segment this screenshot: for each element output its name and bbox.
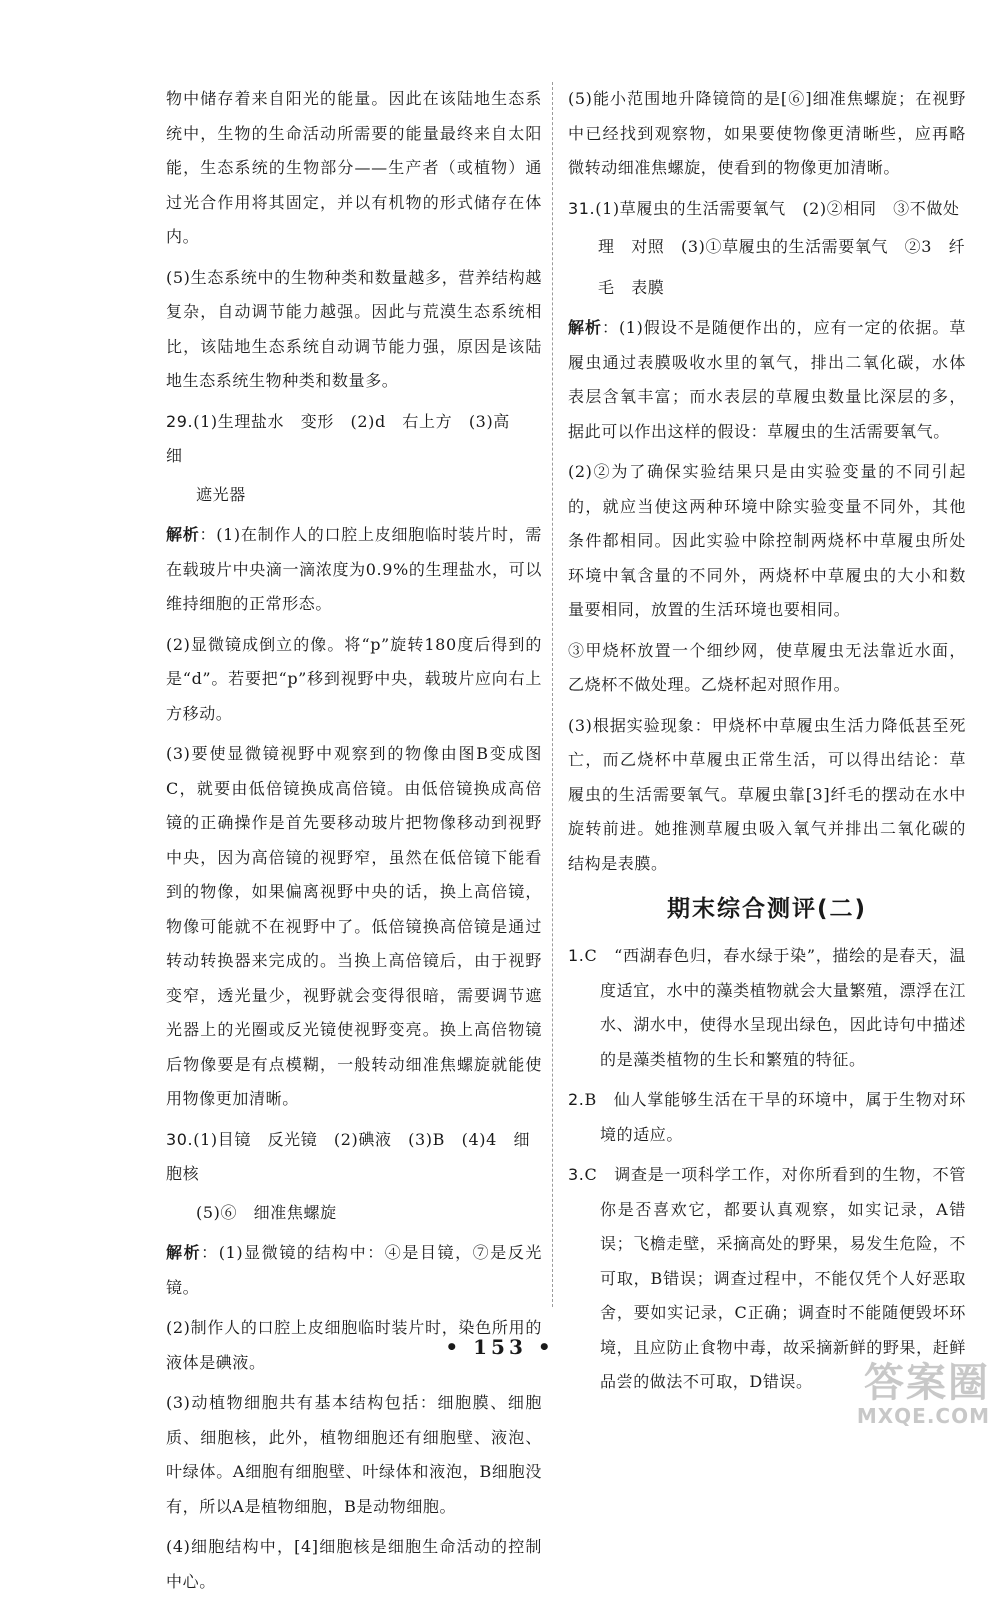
paragraph-q5: (5)生态系统中的生物种类和数量越多，营养结构越复杂，自动调节能力越强。因此与荒漠生态系统相比，该陆地生态系统自动调节能力强，原因是该陆地生态系统生物种类和数量多。 bbox=[166, 267, 542, 390]
left-column bbox=[166, 82, 542, 1605]
page-number: • 153 • bbox=[445, 1335, 555, 1359]
watermark-logo bbox=[810, 1362, 990, 1434]
analysis-30-2: (2)制作人的口腔上皮细胞临时装片时，染色所用的液体是碘液。 bbox=[166, 1318, 542, 1372]
section-title: 期末综合测评(二) bbox=[666, 896, 868, 922]
item-number: 3. bbox=[568, 1165, 585, 1184]
answer-31-line-3: 毛 表膜 bbox=[598, 277, 665, 297]
analysis-29-1 bbox=[166, 518, 542, 622]
watermark-url: MXQE.COM bbox=[856, 1404, 990, 1428]
analysis-31-3: ③甲烧杯放置一个细纱网，使草履虫无法靠近水面，乙烧杯不做处理。乙烧杯起对照作用。 bbox=[568, 640, 966, 694]
item-text: C “西湖春色归，春水绿于染”，描绘的是春天，温度适宜，水中的藻类植物就会大量繁殖，漂浮在江水、湖水中，使得水呈现出绿色，因此诗句中描述的是藻类植物的生长和繁殖的特征。 bbox=[584, 946, 966, 1069]
analysis-31-2: (2)②为了确保实验结果只是由实验变量的不同引起的，就应当使这两种环境中除实验变量不同外，其他条件都相同。因此实验中除控制两烧杯中草履虫所处环境中氧含量的不同外，两烧杯中草履虫的大小和数量要相同，放置的生活环境也要相同。 bbox=[568, 462, 966, 619]
item-text: C 调查是一项科学工作，对你所看到的生物，不管你是否喜欢它，都要认真观察，如实记录，A错误；飞檐走壁，采摘高处的野果，易发生危险，不可取，B错误；调查过程中，不能仅凭个人好恶取舍，要如实记录，C正确；调查时不能随便毁坏环境，且应防止食物中毒，故采摘新鲜的野果，赶鲜品尝的做法不可取，D错误。 bbox=[584, 1165, 966, 1391]
analysis-30-3: (3)动植物细胞共有基本结构包括：细胞膜、细胞质、细胞核，此外，植物细胞还有细胞壁、液泡、叶绿体。A细胞有细胞壁、叶绿体和液泡，B细胞没有，所以A是植物细胞，B是动物细胞。 bbox=[166, 1393, 542, 1516]
analysis-30-1 bbox=[166, 1236, 542, 1305]
answer-30-line-1 bbox=[166, 1123, 542, 1192]
column-divider bbox=[552, 82, 553, 1307]
analysis-label: 解析 bbox=[166, 1243, 202, 1262]
item-1 bbox=[568, 939, 966, 1077]
analysis-label: 解析 bbox=[568, 318, 602, 337]
right-column bbox=[568, 82, 966, 1406]
paragraph-q5-right: (5)能小范围地升降镜筒的是[⑥]细准焦螺旋；在视野中已经找到观察物，如果要使物像更清晰些，应再略微转动细准焦螺旋，使看到的物像更加清晰。 bbox=[568, 89, 966, 177]
answer-29-line-1 bbox=[166, 405, 542, 474]
answer-30-line-2: (5)⑥ 细准焦螺旋 bbox=[196, 1202, 337, 1222]
answer-29-line-2: 遮光器 bbox=[196, 484, 246, 504]
analysis-29-3: (3)要使显微镜视野中观察到的物像由图B变成图C，就要由低倍镜换成高倍镜。由低倍镜换成高倍镜的正确操作是首先要移动玻片把物像移动到视野中央，因为高倍镜的视野窄，虽然在低倍镜下能看到的物像，如果偏离视野中央的话，换上高倍镜，物像可能就不在视野中了。低倍镜换高倍镜是通过转动转换器来完成的。当换上高倍镜后，由于视野变窄，透光量少，视野就会变得很暗，需要调节遮光器上的光圈或反光镜使视野变亮。换上高倍物镜后物像要是有点模糊，一般转动细准焦螺旋就能使用物像更加清晰。 bbox=[166, 744, 542, 1108]
analysis-31-4: (3)根据实验现象：甲烧杯中草履虫生活力降低甚至死亡，而乙烧杯中草履虫正常生活，可以得出结论：草履虫的生活需要氧气。草履虫靠[3]纤毛的摆动在水中旋转前进。她推测草履虫吸入氧气并排出二氧化碳的结构是表膜。 bbox=[568, 715, 966, 873]
answer-text: (1)草履虫的生活需要氧气 (2)②相同 ③不做处 bbox=[595, 198, 960, 218]
question-number: 29. bbox=[166, 411, 194, 431]
paragraph-intro: 物中储存着来自阳光的能量。因此在该陆地生态系统中，生物的生命活动所需要的能量最终来自太阳能，生态系统的生物部分——生产者（或植物）通过光合作用将其固定，并以有机物的形式储存在体内。 bbox=[166, 89, 542, 246]
analysis-30-4: (4)细胞结构中，[4]细胞核是细胞生命活动的控制中心。 bbox=[166, 1537, 542, 1591]
question-number: 31. bbox=[568, 198, 596, 218]
analysis-text: ：(1)假设不是随便作出的，应有一定的依据。草履虫通过表膜吸收水里的氧气，排出二氧化碳，水体表层含氧丰富；而水表层的草履虫数量比深层的多，据此可以作出这样的假设：草履虫的生活需要氧气。 bbox=[568, 318, 967, 441]
analysis-29-2: (2)显微镜成倒立的像。将“p”旋转180度后得到的是“d”。若要把“p”移到视野中央，载玻片应向右上方移动。 bbox=[166, 634, 542, 723]
answer-text: (1)生理盐水 变形 (2)d 右上方 (3)高 细 bbox=[166, 411, 527, 465]
answer-text: (1)目镜 反光镜 (2)碘液 (3)B (4)4 细胞核 bbox=[166, 1129, 531, 1183]
question-29 bbox=[166, 405, 542, 1117]
answer-31-line-1 bbox=[568, 192, 966, 227]
watermark-text: 答案圈 bbox=[864, 1360, 990, 1406]
analysis-label: 解析 bbox=[166, 525, 200, 544]
item-number: 1. bbox=[568, 946, 585, 965]
item-number: 2. bbox=[568, 1090, 585, 1109]
analysis-text: ：(1)显微镜的结构中：④是目镜，⑦是反光镜。 bbox=[166, 1243, 542, 1297]
item-text: B 仙人掌能够生活在干旱的环境中，属于生物对环境的适应。 bbox=[584, 1090, 966, 1144]
analysis-31-1 bbox=[568, 311, 966, 449]
question-30 bbox=[166, 1123, 542, 1600]
item-2 bbox=[568, 1083, 966, 1152]
analysis-text: ：(1)在制作人的口腔上皮细胞临时装片时，需在载玻片中央滴一滴浓度为0.9%的生理盐水，可以维持细胞的正常形态。 bbox=[166, 525, 542, 613]
question-31 bbox=[568, 192, 966, 882]
answer-31-line-2: 理 对照 (3)①草履虫的生活需要氧气 ②3 纤 bbox=[598, 237, 966, 256]
question-number: 30. bbox=[166, 1129, 194, 1149]
